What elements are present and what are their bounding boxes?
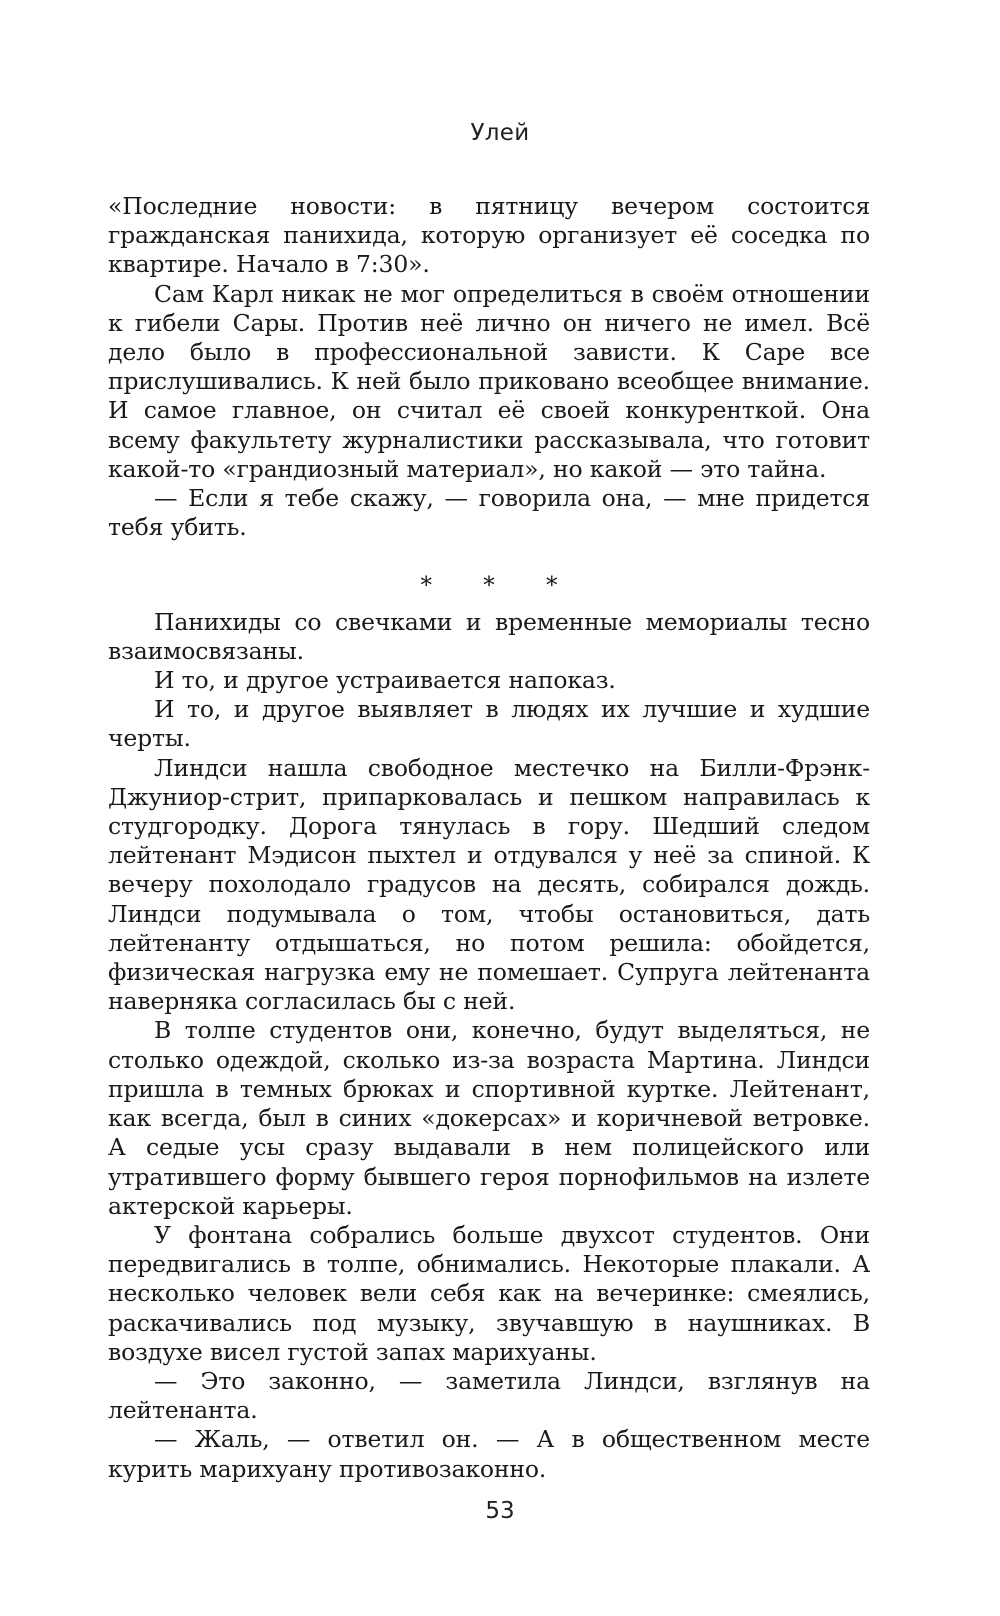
- paragraph: — Если я тебе скажу, — говорила она, — мне придется тебя убить.: [108, 484, 870, 542]
- paragraph: Сам Карл никак не мог определиться в своём отношении к гибели Сары. Против неё лично он ничего не имел. Всё дело было в профессиональной зависти. К Саре все прислушивались. К ней было приковано всеобщее внимание. И самое главное, он считал её своей конкуренткой. Она всему факультету журналистики рассказывала, что готовит какой-то «грандиозный материал», но какой — это тайна.: [108, 279, 870, 483]
- paragraph: «Последние новости: в пятницу вечером состоится гражданская панихида, которую организует её соседка по квартире. Начало в 7:30».: [108, 192, 870, 279]
- paragraph: И то, и другое устраивается напоказ.: [154, 666, 616, 695]
- paragraph: Панихиды со свечками и временные мемориалы тесно взаимосвязаны.: [108, 607, 870, 665]
- paragraph: В толпе студентов они, конечно, будут выделяться, не столько одеждой, сколько из-за возраста Мартина. Линдси пришла в темных брюках и спортивной куртке. Лейтенант, как всегда, был в синих «докерсах» и коричневой ветровке. А седые усы сразу выдавали в нем полицейского или утратившего форму бывшего героя порнофильмов на излете актерской карьеры.: [108, 1016, 870, 1220]
- paragraph: Линдси нашла свободное местечко на Билли-Фрэнк-Джуниор-стрит, припарковалась и пешком направилась к студгородку. Дорога тянулась в гору. Шедший следом лейтенант Мэдисон пыхтел и отдувался у неё за спиной. К вечеру похолодало градусов на десять, собирался дождь. Линдси подумывала о том, чтобы остановиться, дать лейтенанту отдышаться, но потом решила: обойдется, физическая нагрузка ему не помешает. Супруга лейтенанта наверняка согласилась бы с ней.: [108, 753, 870, 1016]
- paragraph: — Жаль, — ответил он. — А в общественном месте курить марихуану противозаконно.: [108, 1425, 870, 1483]
- page-body: [108, 192, 870, 1484]
- paragraph: — Это законно, — заметила Линдси, взглянув на лейтенанта.: [108, 1366, 870, 1425]
- paragraph: И то, и другое выявляет в людях их лучшие и худшие черты.: [108, 695, 870, 753]
- section-separator: * * *: [420, 573, 580, 600]
- page-number: 53: [485, 1498, 515, 1524]
- paragraph: У фонтана собрались больше двухсот студентов. Они передвигались в толпе, обнимались. Некоторые плакали. А несколько человек вели себя как на вечеринке: смеялись, раскачивались под музыку, звучавшую в наушниках. В воздухе висел густой запах марихуаны.: [108, 1220, 870, 1366]
- running-header: Улей: [470, 120, 530, 146]
